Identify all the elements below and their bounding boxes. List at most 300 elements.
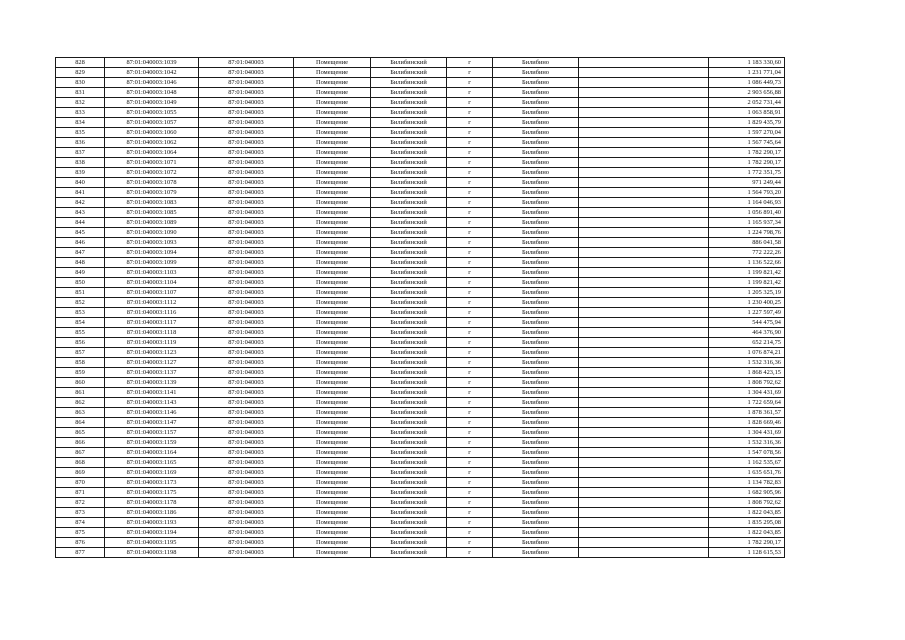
settlement-type-cell: г <box>447 438 493 448</box>
cadastral-block-cell: 87:01:040003 <box>199 188 294 198</box>
cadastral-block-cell: 87:01:040003 <box>199 118 294 128</box>
cadastral-number-cell: 87:01:040003:1143 <box>105 398 199 408</box>
cadastral-number-cell: 87:01:040003:1083 <box>105 198 199 208</box>
row-number-cell: 853 <box>56 308 105 318</box>
district-cell: Билибинский <box>371 178 447 188</box>
settlement-name-cell: Билибино <box>493 248 579 258</box>
table-row <box>56 128 785 138</box>
empty-cell <box>579 468 709 478</box>
cadastral-value-cell: 1 063 858,91 <box>709 108 785 118</box>
empty-cell <box>579 78 709 88</box>
settlement-name-cell: Билибино <box>493 428 579 438</box>
table-row <box>56 468 785 478</box>
settlement-type-cell: г <box>447 378 493 388</box>
cadastral-number-cell: 87:01:040003:1060 <box>105 128 199 138</box>
district-cell: Билибинский <box>371 288 447 298</box>
table-row <box>56 288 785 298</box>
district-cell: Билибинский <box>371 418 447 428</box>
cadastral-block-cell: 87:01:040003 <box>199 168 294 178</box>
table-row <box>56 88 785 98</box>
object-type-cell: Помещение <box>294 58 371 68</box>
object-type-cell: Помещение <box>294 158 371 168</box>
row-number-cell: 870 <box>56 478 105 488</box>
settlement-type-cell: г <box>447 498 493 508</box>
district-cell: Билибинский <box>371 58 447 68</box>
object-type-cell: Помещение <box>294 118 371 128</box>
object-type-cell: Помещение <box>294 458 371 468</box>
cadastral-number-cell: 87:01:040003:1089 <box>105 218 199 228</box>
row-number-cell: 859 <box>56 368 105 378</box>
empty-cell <box>579 188 709 198</box>
settlement-name-cell: Билибино <box>493 468 579 478</box>
cadastral-block-cell: 87:01:040003 <box>199 108 294 118</box>
settlement-name-cell: Билибино <box>493 308 579 318</box>
object-type-cell: Помещение <box>294 278 371 288</box>
row-number-cell: 855 <box>56 328 105 338</box>
settlement-type-cell: г <box>447 538 493 548</box>
cadastral-number-cell: 87:01:040003:1141 <box>105 388 199 398</box>
cadastral-value-cell: 1 183 330,60 <box>709 58 785 68</box>
settlement-name-cell: Билибино <box>493 408 579 418</box>
object-type-cell: Помещение <box>294 88 371 98</box>
cadastral-value-cell: 971 249,44 <box>709 178 785 188</box>
table-row <box>56 328 785 338</box>
cadastral-number-cell: 87:01:040003:1137 <box>105 368 199 378</box>
district-cell: Билибинский <box>371 408 447 418</box>
cadastral-number-cell: 87:01:040003:1194 <box>105 528 199 538</box>
district-cell: Билибинский <box>371 128 447 138</box>
settlement-name-cell: Билибино <box>493 138 579 148</box>
settlement-type-cell: г <box>447 318 493 328</box>
table-row <box>56 458 785 468</box>
settlement-name-cell: Билибино <box>493 418 579 428</box>
row-number-cell: 876 <box>56 538 105 548</box>
cadastral-value-cell: 1 808 792,62 <box>709 498 785 508</box>
empty-cell <box>579 368 709 378</box>
district-cell: Билибинский <box>371 338 447 348</box>
district-cell: Билибинский <box>371 68 447 78</box>
empty-cell <box>579 328 709 338</box>
settlement-name-cell: Билибино <box>493 78 579 88</box>
row-number-cell: 856 <box>56 338 105 348</box>
district-cell: Билибинский <box>371 528 447 538</box>
object-type-cell: Помещение <box>294 528 371 538</box>
district-cell: Билибинский <box>371 428 447 438</box>
object-type-cell: Помещение <box>294 418 371 428</box>
object-type-cell: Помещение <box>294 438 371 448</box>
cadastral-number-cell: 87:01:040003:1198 <box>105 548 199 558</box>
object-type-cell: Помещение <box>294 398 371 408</box>
cadastral-number-cell: 87:01:040003:1157 <box>105 428 199 438</box>
object-type-cell: Помещение <box>294 108 371 118</box>
settlement-name-cell: Билибино <box>493 268 579 278</box>
settlement-type-cell: г <box>447 188 493 198</box>
row-number-cell: 858 <box>56 358 105 368</box>
cadastral-value-cell: 1 532 316,36 <box>709 438 785 448</box>
cadastral-block-cell: 87:01:040003 <box>199 198 294 208</box>
cadastral-number-cell: 87:01:040003:1147 <box>105 418 199 428</box>
cadastral-block-cell: 87:01:040003 <box>199 408 294 418</box>
object-type-cell: Помещение <box>294 448 371 458</box>
settlement-type-cell: г <box>447 328 493 338</box>
object-type-cell: Помещение <box>294 478 371 488</box>
cadastral-value-cell: 1 828 669,46 <box>709 418 785 428</box>
empty-cell <box>579 248 709 258</box>
cadastral-block-cell: 87:01:040003 <box>199 548 294 558</box>
settlement-type-cell: г <box>447 478 493 488</box>
table-row <box>56 58 785 68</box>
table-row <box>56 78 785 88</box>
district-cell: Билибинский <box>371 458 447 468</box>
cadastral-number-cell: 87:01:040003:1139 <box>105 378 199 388</box>
empty-cell <box>579 148 709 158</box>
row-number-cell: 839 <box>56 168 105 178</box>
row-number-cell: 842 <box>56 198 105 208</box>
empty-cell <box>579 228 709 238</box>
empty-cell <box>579 308 709 318</box>
object-type-cell: Помещение <box>294 288 371 298</box>
settlement-type-cell: г <box>447 198 493 208</box>
cadastral-value-cell: 1 304 431,69 <box>709 388 785 398</box>
object-type-cell: Помещение <box>294 188 371 198</box>
district-cell: Билибинский <box>371 118 447 128</box>
object-type-cell: Помещение <box>294 378 371 388</box>
object-type-cell: Помещение <box>294 78 371 88</box>
cadastral-number-cell: 87:01:040003:1094 <box>105 248 199 258</box>
cadastral-block-cell: 87:01:040003 <box>199 468 294 478</box>
district-cell: Билибинский <box>371 378 447 388</box>
empty-cell <box>579 98 709 108</box>
settlement-type-cell: г <box>447 68 493 78</box>
empty-cell <box>579 528 709 538</box>
settlement-type-cell: г <box>447 418 493 428</box>
row-number-cell: 831 <box>56 88 105 98</box>
settlement-type-cell: г <box>447 248 493 258</box>
cadastral-value-cell: 1 829 435,79 <box>709 118 785 128</box>
cadastral-number-cell: 87:01:040003:1119 <box>105 338 199 348</box>
settlement-type-cell: г <box>447 468 493 478</box>
table-row <box>56 398 785 408</box>
cadastral-block-cell: 87:01:040003 <box>199 298 294 308</box>
settlement-type-cell: г <box>447 158 493 168</box>
settlement-name-cell: Билибино <box>493 358 579 368</box>
table-row <box>56 238 785 248</box>
cadastral-block-cell: 87:01:040003 <box>199 488 294 498</box>
cadastral-block-cell: 87:01:040003 <box>199 278 294 288</box>
settlement-type-cell: г <box>447 268 493 278</box>
row-number-cell: 869 <box>56 468 105 478</box>
cadastral-value-cell: 1 231 771,04 <box>709 68 785 78</box>
table-body <box>56 58 785 558</box>
object-type-cell: Помещение <box>294 408 371 418</box>
settlement-name-cell: Билибино <box>493 338 579 348</box>
object-type-cell: Помещение <box>294 208 371 218</box>
cadastral-block-cell: 87:01:040003 <box>199 528 294 538</box>
empty-cell <box>579 108 709 118</box>
table-row <box>56 478 785 488</box>
empty-cell <box>579 428 709 438</box>
object-type-cell: Помещение <box>294 348 371 358</box>
row-number-cell: 851 <box>56 288 105 298</box>
settlement-type-cell: г <box>447 308 493 318</box>
cadastral-block-cell: 87:01:040003 <box>199 178 294 188</box>
district-cell: Билибинский <box>371 248 447 258</box>
object-type-cell: Помещение <box>294 538 371 548</box>
settlement-name-cell: Билибино <box>493 378 579 388</box>
cadastral-number-cell: 87:01:040003:1146 <box>105 408 199 418</box>
cadastral-value-cell: 1 128 615,53 <box>709 548 785 558</box>
object-type-cell: Помещение <box>294 258 371 268</box>
table-row <box>56 68 785 78</box>
settlement-type-cell: г <box>447 348 493 358</box>
table-row <box>56 388 785 398</box>
cadastral-block-cell: 87:01:040003 <box>199 458 294 468</box>
row-number-cell: 865 <box>56 428 105 438</box>
district-cell: Билибинский <box>371 78 447 88</box>
settlement-type-cell: г <box>447 288 493 298</box>
cadastral-value-cell: 1 682 905,96 <box>709 488 785 498</box>
district-cell: Билибинский <box>371 218 447 228</box>
settlement-name-cell: Билибино <box>493 158 579 168</box>
district-cell: Билибинский <box>371 348 447 358</box>
settlement-type-cell: г <box>447 258 493 268</box>
row-number-cell: 834 <box>56 118 105 128</box>
cadastral-value-cell: 1 878 361,57 <box>709 408 785 418</box>
cadastral-block-cell: 87:01:040003 <box>199 348 294 358</box>
cadastral-number-cell: 87:01:040003:1107 <box>105 288 199 298</box>
settlement-name-cell: Билибино <box>493 188 579 198</box>
district-cell: Билибинский <box>371 108 447 118</box>
cadastral-number-cell: 87:01:040003:1099 <box>105 258 199 268</box>
settlement-type-cell: г <box>447 108 493 118</box>
cadastral-block-cell: 87:01:040003 <box>199 238 294 248</box>
cadastral-number-cell: 87:01:040003:1049 <box>105 98 199 108</box>
row-number-cell: 838 <box>56 158 105 168</box>
settlement-type-cell: г <box>447 278 493 288</box>
empty-cell <box>579 538 709 548</box>
cadastral-number-cell: 87:01:040003:1078 <box>105 178 199 188</box>
district-cell: Билибинский <box>371 368 447 378</box>
cadastral-block-cell: 87:01:040003 <box>199 208 294 218</box>
settlement-type-cell: г <box>447 528 493 538</box>
settlement-type-cell: г <box>447 408 493 418</box>
cadastral-number-cell: 87:01:040003:1193 <box>105 518 199 528</box>
settlement-type-cell: г <box>447 338 493 348</box>
settlement-name-cell: Билибино <box>493 228 579 238</box>
cadastral-number-cell: 87:01:040003:1186 <box>105 508 199 518</box>
cadastral-value-cell: 1 086 449,73 <box>709 78 785 88</box>
cadastral-number-cell: 87:01:040003:1112 <box>105 298 199 308</box>
cadastral-value-cell: 1 224 798,76 <box>709 228 785 238</box>
cadastral-value-cell: 1 722 659,64 <box>709 398 785 408</box>
row-number-cell: 835 <box>56 128 105 138</box>
settlement-name-cell: Билибино <box>493 128 579 138</box>
cadastral-block-cell: 87:01:040003 <box>199 328 294 338</box>
cadastral-block-cell: 87:01:040003 <box>199 518 294 528</box>
cadastral-block-cell: 87:01:040003 <box>199 378 294 388</box>
district-cell: Билибинский <box>371 468 447 478</box>
object-type-cell: Помещение <box>294 548 371 558</box>
settlement-type-cell: г <box>447 458 493 468</box>
cadastral-number-cell: 87:01:040003:1195 <box>105 538 199 548</box>
row-number-cell: 864 <box>56 418 105 428</box>
empty-cell <box>579 118 709 128</box>
row-number-cell: 848 <box>56 258 105 268</box>
table-row <box>56 418 785 428</box>
district-cell: Билибинский <box>371 98 447 108</box>
settlement-type-cell: г <box>447 518 493 528</box>
table-row <box>56 378 785 388</box>
table-row <box>56 108 785 118</box>
cadastral-value-cell: 1 165 937,34 <box>709 218 785 228</box>
object-type-cell: Помещение <box>294 508 371 518</box>
settlement-name-cell: Билибино <box>493 208 579 218</box>
cadastral-block-cell: 87:01:040003 <box>199 288 294 298</box>
table-row <box>56 268 785 278</box>
row-number-cell: 847 <box>56 248 105 258</box>
settlement-name-cell: Билибино <box>493 88 579 98</box>
district-cell: Билибинский <box>371 198 447 208</box>
row-number-cell: 866 <box>56 438 105 448</box>
cadastral-value-cell: 886 041,58 <box>709 238 785 248</box>
cadastral-number-cell: 87:01:040003:1164 <box>105 448 199 458</box>
settlement-type-cell: г <box>447 98 493 108</box>
cadastral-number-cell: 87:01:040003:1173 <box>105 478 199 488</box>
cadastral-block-cell: 87:01:040003 <box>199 388 294 398</box>
table-row <box>56 138 785 148</box>
empty-cell <box>579 408 709 418</box>
cadastral-number-cell: 87:01:040003:1175 <box>105 488 199 498</box>
settlement-name-cell: Билибино <box>493 68 579 78</box>
cadastral-block-cell: 87:01:040003 <box>199 268 294 278</box>
object-type-cell: Помещение <box>294 328 371 338</box>
row-number-cell: 854 <box>56 318 105 328</box>
district-cell: Билибинский <box>371 508 447 518</box>
table-row <box>56 498 785 508</box>
cadastral-value-cell: 1 199 821,42 <box>709 268 785 278</box>
settlement-name-cell: Билибино <box>493 288 579 298</box>
cadastral-block-cell: 87:01:040003 <box>199 148 294 158</box>
row-number-cell: 852 <box>56 298 105 308</box>
object-type-cell: Помещение <box>294 98 371 108</box>
cadastral-value-cell: 1 076 874,21 <box>709 348 785 358</box>
empty-cell <box>579 88 709 98</box>
row-number-cell: 832 <box>56 98 105 108</box>
table-row <box>56 298 785 308</box>
table-row <box>56 438 785 448</box>
object-type-cell: Помещение <box>294 468 371 478</box>
row-number-cell: 830 <box>56 78 105 88</box>
row-number-cell: 863 <box>56 408 105 418</box>
empty-cell <box>579 438 709 448</box>
table-row <box>56 508 785 518</box>
empty-cell <box>579 478 709 488</box>
settlement-name-cell: Билибино <box>493 98 579 108</box>
cadastral-block-cell: 87:01:040003 <box>199 448 294 458</box>
settlement-name-cell: Билибино <box>493 278 579 288</box>
cadastral-value-cell: 464 376,90 <box>709 328 785 338</box>
empty-cell <box>579 338 709 348</box>
table-row <box>56 548 785 558</box>
cadastral-number-cell: 87:01:040003:1085 <box>105 208 199 218</box>
cadastral-number-cell: 87:01:040003:1118 <box>105 328 199 338</box>
table-row <box>56 208 785 218</box>
table-row <box>56 228 785 238</box>
settlement-name-cell: Билибино <box>493 528 579 538</box>
cadastral-value-cell: 1 822 043,85 <box>709 508 785 518</box>
table-row <box>56 448 785 458</box>
object-type-cell: Помещение <box>294 168 371 178</box>
table-row <box>56 258 785 268</box>
district-cell: Билибинский <box>371 188 447 198</box>
empty-cell <box>579 68 709 78</box>
row-number-cell: 837 <box>56 148 105 158</box>
settlement-type-cell: г <box>447 368 493 378</box>
table-row <box>56 528 785 538</box>
empty-cell <box>579 128 709 138</box>
cadastral-block-cell: 87:01:040003 <box>199 318 294 328</box>
cadastral-value-cell: 1 227 597,49 <box>709 308 785 318</box>
district-cell: Билибинский <box>371 398 447 408</box>
settlement-name-cell: Билибино <box>493 168 579 178</box>
table-row <box>56 538 785 548</box>
settlement-name-cell: Билибино <box>493 438 579 448</box>
district-cell: Билибинский <box>371 548 447 558</box>
row-number-cell: 875 <box>56 528 105 538</box>
object-type-cell: Помещение <box>294 238 371 248</box>
cadastral-block-cell: 87:01:040003 <box>199 538 294 548</box>
cadastral-number-cell: 87:01:040003:1039 <box>105 58 199 68</box>
district-cell: Билибинский <box>371 308 447 318</box>
district-cell: Билибинский <box>371 438 447 448</box>
empty-cell <box>579 288 709 298</box>
district-cell: Билибинский <box>371 538 447 548</box>
row-number-cell: 861 <box>56 388 105 398</box>
cadastral-block-cell: 87:01:040003 <box>199 258 294 268</box>
settlement-name-cell: Билибино <box>493 518 579 528</box>
cadastral-value-cell: 1 564 793,20 <box>709 188 785 198</box>
object-type-cell: Помещение <box>294 178 371 188</box>
settlement-name-cell: Билибино <box>493 178 579 188</box>
empty-cell <box>579 268 709 278</box>
cadastral-number-cell: 87:01:040003:1165 <box>105 458 199 468</box>
settlement-name-cell: Билибино <box>493 458 579 468</box>
settlement-type-cell: г <box>447 298 493 308</box>
cadastral-value-cell: 1 056 891,40 <box>709 208 785 218</box>
district-cell: Билибинский <box>371 158 447 168</box>
district-cell: Билибинский <box>371 488 447 498</box>
table-row <box>56 428 785 438</box>
cadastral-number-cell: 87:01:040003:1079 <box>105 188 199 198</box>
cadastral-value-cell: 544 475,94 <box>709 318 785 328</box>
district-cell: Билибинский <box>371 88 447 98</box>
cadastral-value-cell: 1 808 792,62 <box>709 378 785 388</box>
cadastral-number-cell: 87:01:040003:1071 <box>105 158 199 168</box>
object-type-cell: Помещение <box>294 198 371 208</box>
empty-cell <box>579 318 709 328</box>
table-row <box>56 308 785 318</box>
object-type-cell: Помещение <box>294 428 371 438</box>
table-row <box>56 178 785 188</box>
table-row <box>56 168 785 178</box>
settlement-name-cell: Билибино <box>493 348 579 358</box>
property-register-table <box>55 57 785 558</box>
row-number-cell: 829 <box>56 68 105 78</box>
district-cell: Билибинский <box>371 168 447 178</box>
cadastral-number-cell: 87:01:040003:1090 <box>105 228 199 238</box>
district-cell: Билибинский <box>371 228 447 238</box>
cadastral-block-cell: 87:01:040003 <box>199 498 294 508</box>
